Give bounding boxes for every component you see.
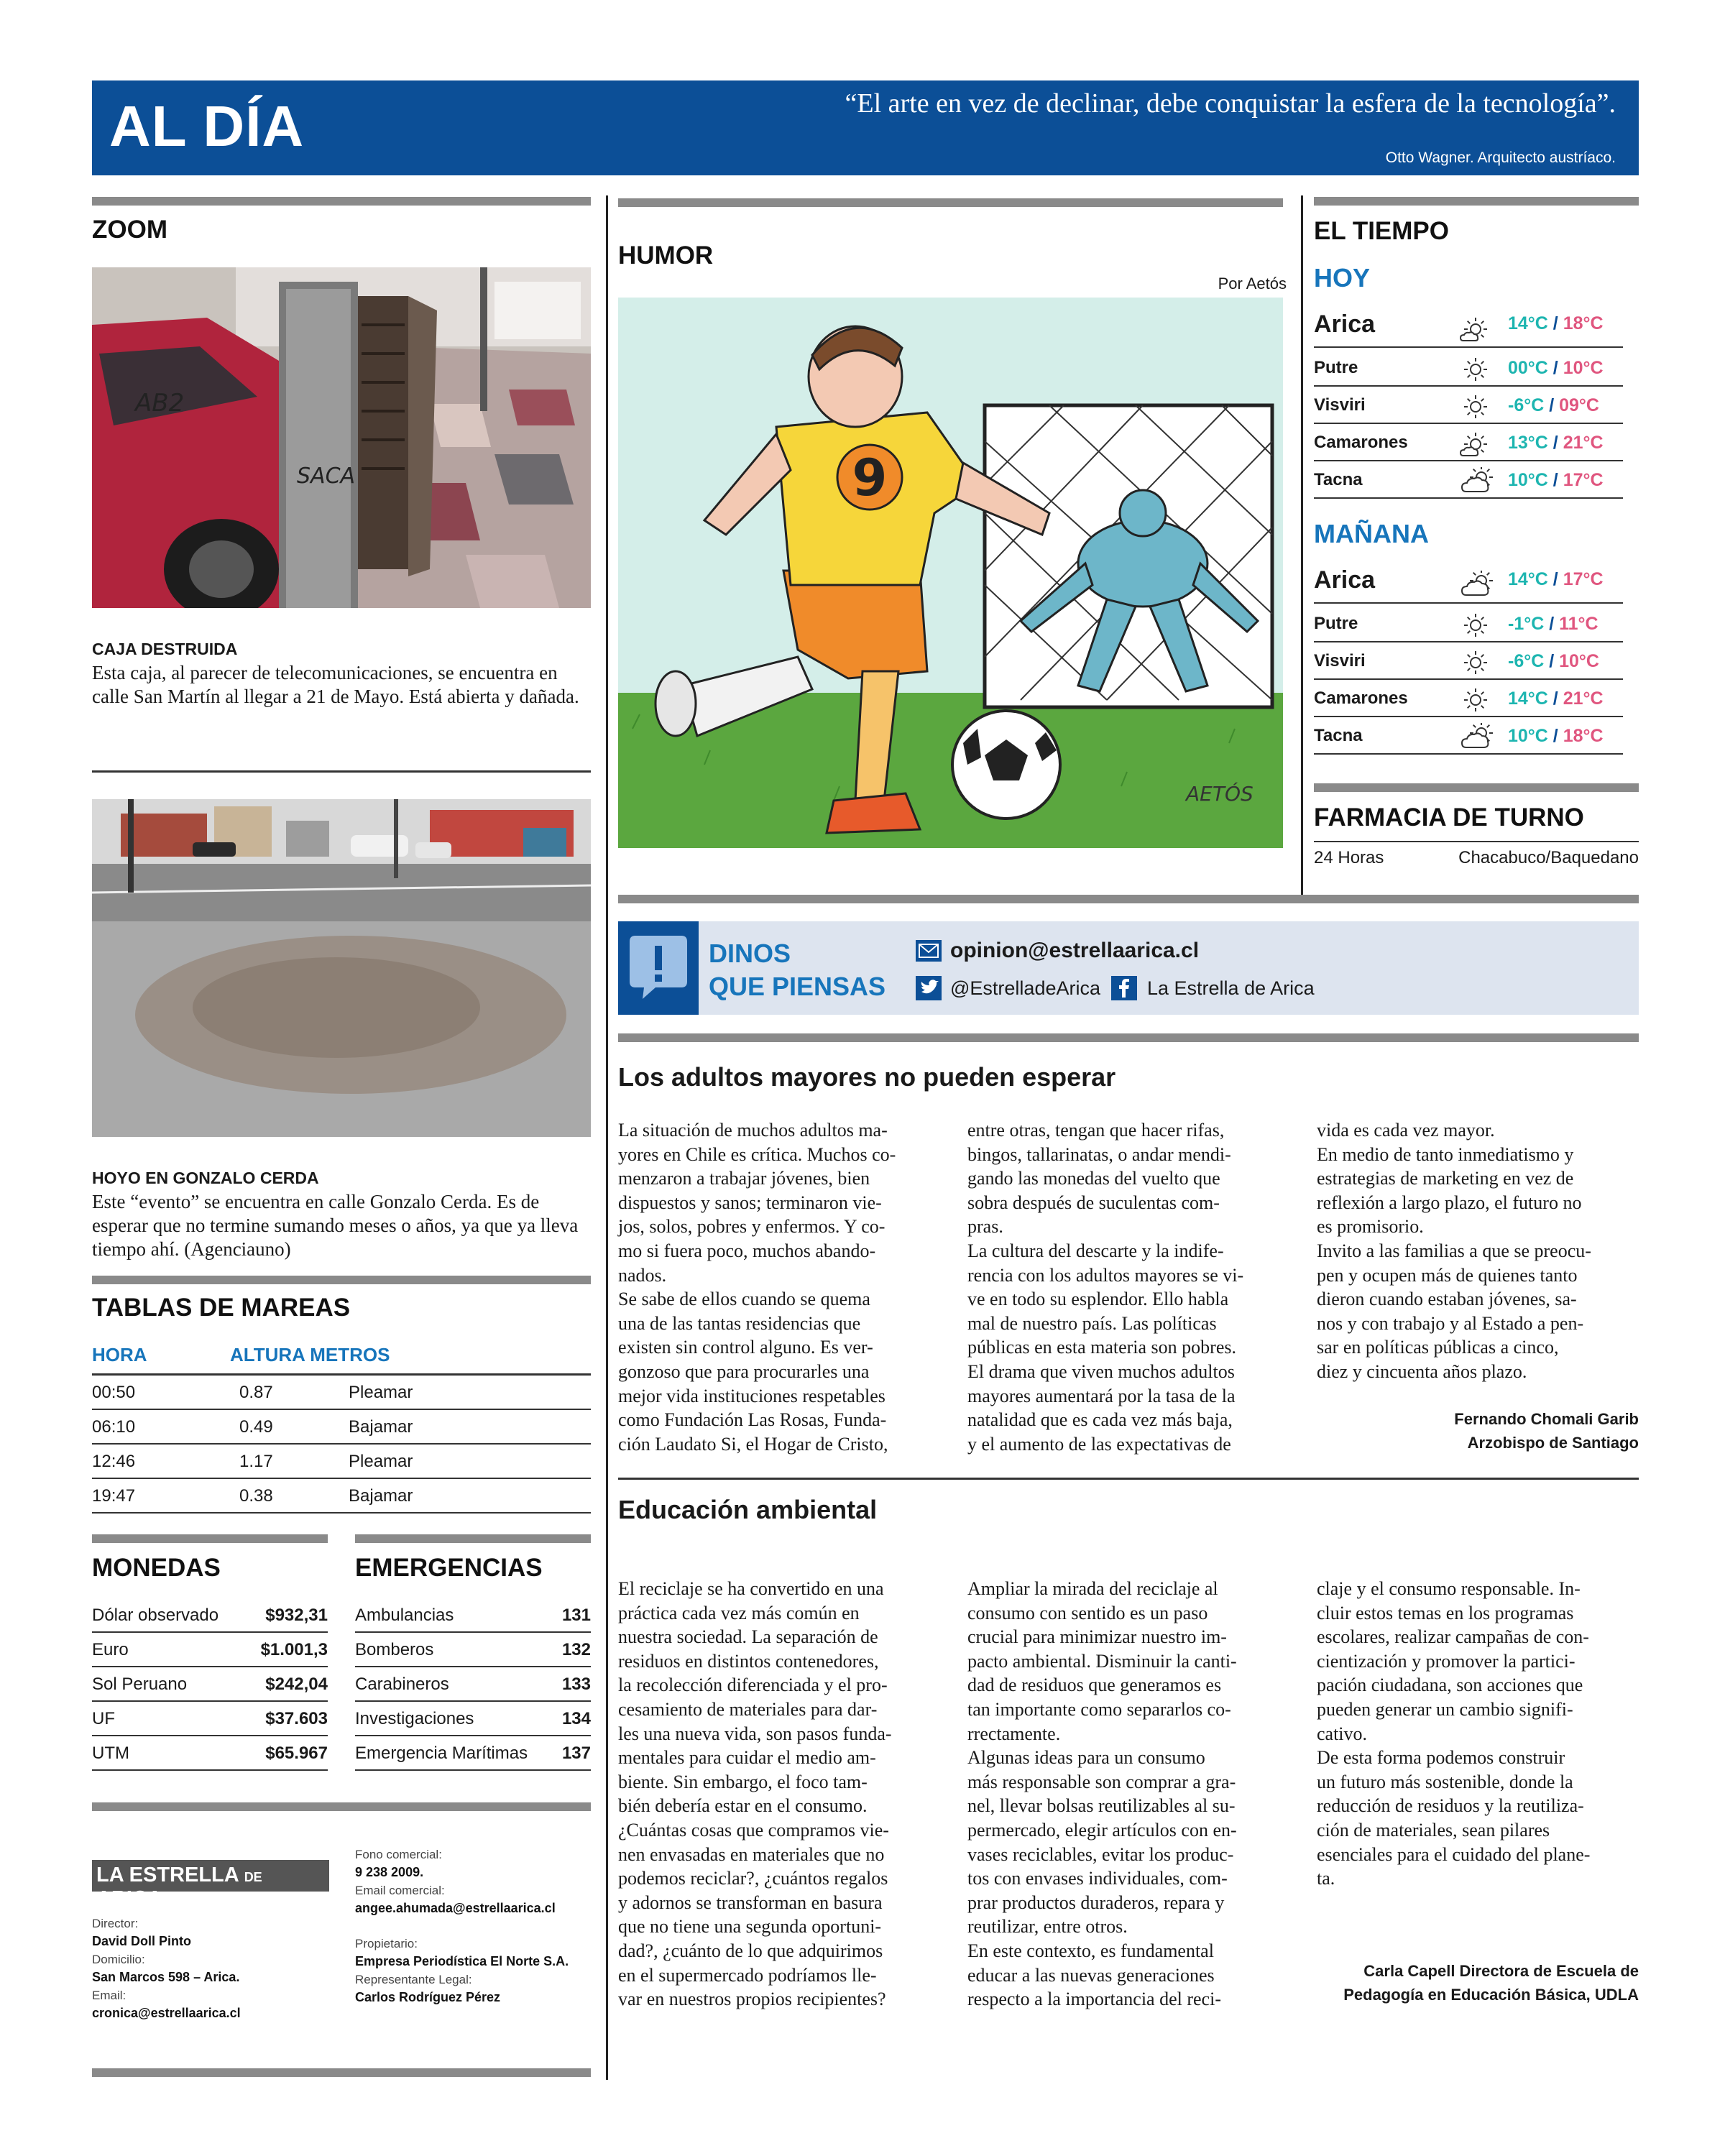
weather-today-list bbox=[1314, 305, 1623, 499]
weather-row-camarones bbox=[1314, 680, 1623, 717]
currency-title: MONEDAS bbox=[92, 1554, 221, 1582]
masthead-left-info: Director: David Doll Pinto Domicilio: San Marcos 598 – Arica. Email: cronica@estrellaarica.cl bbox=[92, 1917, 241, 2020]
article1-title: Los adultos mayores no pueden esperar bbox=[618, 1062, 1116, 1092]
caption-text-2: Este “evento” se encuentra en calle Gonzalo Cerda. Es de esperar que no termine sumando meses o años, ya que ya lleva tiempo ahí. (Agenciauno) bbox=[92, 1191, 579, 1260]
email-icon bbox=[916, 940, 942, 962]
article2-title: Educación ambiental bbox=[618, 1495, 878, 1524]
cloudy-sun-icon bbox=[1458, 467, 1494, 496]
article2-col3: claje y el consumo responsable. In- cluir estos temas en los programas escolares, realizar campañas de con- cientización y promover la partici- pación ciudadana, son acciones que pueden generar un cambio signifi- cativo. De esta forma podemos construir un futuro más sostenible, donde la reducción de residuos y la reutiliza- ción de materiales, sean pilares esenciales para el cuidado del plane- ta. bbox=[1317, 1578, 1591, 1889]
weather-row-putre bbox=[1314, 605, 1623, 642]
currency-table bbox=[92, 1598, 328, 1778]
tides-top-rule bbox=[92, 1276, 591, 1284]
tides-header-row bbox=[92, 1341, 591, 1376]
weather-row-arica bbox=[1314, 305, 1623, 348]
pharmacy-row: 24 Horas Chacabuco/Baquedano bbox=[1314, 841, 1639, 874]
caption-text-1: Esta caja, al parecer de telecomunicaciones, se encuentra en calle San Martín al llegar a 21 de Mayo. Está abierta y dañada. bbox=[92, 662, 579, 707]
tides-col-hour: HORA bbox=[92, 1344, 147, 1365]
header-quote: “El arte en vez de declinar, debe conquistar la esfera de la tecnología”. bbox=[845, 88, 1616, 119]
cartoon-signature: AETÓS bbox=[1186, 782, 1254, 806]
weather-city: Putre bbox=[1314, 614, 1358, 633]
pharmacy-title: FARMACIA DE TURNO bbox=[1314, 803, 1584, 831]
weather-top-rule bbox=[1314, 197, 1639, 206]
weather-tomorrow-list bbox=[1314, 561, 1623, 755]
emergencies-table bbox=[355, 1598, 591, 1778]
weather-temps: 14°C / 17°C bbox=[1508, 569, 1604, 589]
section-title: AL DÍA bbox=[109, 94, 305, 158]
contact-twitter-link[interactable]: @EstrelladeArica bbox=[950, 977, 1100, 999]
weather-city: Camarones bbox=[1314, 688, 1408, 708]
weather-row-visviri bbox=[1314, 387, 1623, 424]
emergencies-top-rule bbox=[355, 1534, 591, 1543]
currency-top-rule bbox=[92, 1534, 328, 1543]
weather-city: Tacna bbox=[1314, 470, 1363, 489]
partly-sunny-icon bbox=[1458, 315, 1494, 344]
twitter-icon bbox=[916, 976, 942, 1000]
photo-pothole bbox=[92, 799, 591, 1137]
weather-temps: -6°C / 10°C bbox=[1508, 651, 1599, 671]
weather-today-label: HOY bbox=[1314, 263, 1371, 292]
weather-city: Arica bbox=[1314, 310, 1376, 338]
weather-row-arica bbox=[1314, 561, 1623, 604]
zoom-divider bbox=[92, 770, 591, 773]
column-divider-right bbox=[1301, 195, 1303, 896]
weather-city: Camarones bbox=[1314, 433, 1408, 452]
section-header bbox=[92, 80, 1639, 175]
weather-row-visviri bbox=[1314, 642, 1623, 680]
article2-col1: El reciclaje se ha convertido en una práctica cada vez más común en nuestra sociedad. La separación de residuos en distintos contenedores, la recolección diferenciada y el pro- cesamiento de materiales para dar- les una nueva vida, son pasos funda- mentales para cuidar el medio am- biente. Sin embargo, el foco tam- bién debería estar en el consumo. ¿Cuántas cosas que compramos vie- nen envasadas en materiales que no podemos reciclar?, ¿cuántos regalos y adornos se transforman en basura que no tiene una segunda oportuni- dad?, ¿cuánto de lo que adquirimos en el supermercado podríamos lle- var en nuestros propios recipientes? bbox=[618, 1578, 892, 2010]
tides-col-height: ALTURA METROS bbox=[230, 1344, 390, 1365]
weather-city: Tacna bbox=[1314, 726, 1363, 745]
table-row: Dólar observado $932,31 bbox=[92, 1598, 328, 1633]
weather-city: Visviri bbox=[1314, 395, 1366, 415]
contact-badge bbox=[618, 921, 699, 1015]
caption-title-1: CAJA DESTRUIDA bbox=[92, 640, 238, 658]
zoom-top-rule bbox=[92, 197, 591, 206]
weather-temps: 10°C / 17°C bbox=[1508, 470, 1604, 490]
newspaper-logo: LA ESTRELLA DE ARICA bbox=[92, 1860, 329, 1892]
table-row: Carabineros 133 bbox=[355, 1667, 591, 1702]
cabinet-graffiti-text: SACA bbox=[297, 464, 356, 489]
table-row: 06:10 0.49 Bajamar bbox=[92, 1410, 591, 1445]
weather-city: Visviri bbox=[1314, 651, 1366, 671]
article1-signature: Fernando Chomali Garib Arzobispo de Santiago bbox=[1454, 1410, 1639, 1452]
table-row: Ambulancias 131 bbox=[355, 1598, 591, 1633]
weather-title: EL TIEMPO bbox=[1314, 217, 1449, 245]
tides-table bbox=[92, 1376, 591, 1519]
weather-row-tacna bbox=[1314, 717, 1623, 755]
humor-cartoon bbox=[618, 298, 1283, 848]
table-row: Euro $1.001,3 bbox=[92, 1633, 328, 1667]
humor-top-rule bbox=[618, 198, 1283, 207]
article-divider bbox=[618, 1478, 1639, 1480]
weather-row-camarones bbox=[1314, 424, 1623, 461]
contact-banner bbox=[618, 921, 1639, 1015]
weather-row-putre bbox=[1314, 349, 1623, 387]
contact-heading: DINOS QUE PIENSAS bbox=[709, 939, 886, 1001]
tides-title: TABLAS DE MAREAS bbox=[92, 1294, 351, 1322]
weather-row-tacna bbox=[1314, 461, 1623, 499]
contact-email-link[interactable]: opinion@estrellaarica.cl bbox=[950, 939, 1200, 962]
article2-col2: Ampliar la mirada del reciclaje al consumo con sentido es un paso crucial para minimizar nuestro im- pacto ambiental. Disminuir la canti- dad de residuos que generamos es tan importante como separarlos co- rrectamente. Algunas ideas para un consumo más responsable son comprar a gra- nel, llevar bolsas reutilizables al su- permercado, elegir artículos con en- vases reciclables, evitar los produc- tos con envases individuales, com- prar productos duraderos, repara y reutilizar, entre otros. En este contexto, es fundamental educar a las nuevas generaciones respecto a la importancia del reci- bbox=[967, 1578, 1237, 2010]
facebook-icon bbox=[1111, 976, 1137, 1000]
pharmacy-top-rule bbox=[1314, 783, 1639, 792]
table-row: Emergencia Marítimas 137 bbox=[355, 1736, 591, 1771]
table-row: Bomberos 132 bbox=[355, 1633, 591, 1667]
car-graffiti-text: AB2 bbox=[135, 389, 185, 418]
table-row: Investigaciones 134 bbox=[355, 1702, 591, 1736]
table-row: UF $37.603 bbox=[92, 1702, 328, 1736]
weather-temps: 14°C / 21°C bbox=[1508, 688, 1604, 709]
masthead-top-rule bbox=[92, 1802, 591, 1811]
sun-icon bbox=[1458, 648, 1494, 677]
caption-title-2: HOYO EN GONZALO CERDA bbox=[92, 1169, 319, 1187]
weather-city: Putre bbox=[1314, 358, 1358, 377]
article1-col3: vida es cada vez mayor. En medio de tanto inmediatismo y estrategias de marketing en vez de reflexión a largo plazo, el futuro no es promisorio. Invito a las familias a que se preocu- pen y ocupen más de quienes tanto dieron cuando estaban jóvenes, sa- nos y con trabajo y al Estado a pen- sar en políticas públicas a cinco, diez y cincuenta años plazo. bbox=[1317, 1120, 1591, 1382]
weather-temps: 14°C / 18°C bbox=[1508, 313, 1604, 333]
weather-temps: 00°C / 10°C bbox=[1508, 358, 1604, 378]
sun-icon bbox=[1458, 355, 1494, 384]
contact-top-rule bbox=[618, 895, 1639, 903]
contact-facebook-link[interactable]: La Estrella de Arica bbox=[1147, 977, 1315, 999]
weather-temps: 13°C / 21°C bbox=[1508, 433, 1604, 453]
weather-city: Arica bbox=[1314, 566, 1376, 594]
weather-tomorrow-label: MAÑANA bbox=[1314, 519, 1429, 548]
weather-temps: -6°C / 09°C bbox=[1508, 395, 1599, 415]
masthead-bottom-rule bbox=[92, 2068, 591, 2077]
zoom-title: ZOOM bbox=[92, 216, 167, 244]
photo-destroyed-box bbox=[92, 267, 591, 608]
partly-sunny-icon bbox=[1458, 430, 1494, 459]
article1-col2: entre otras, tengan que hacer rifas, bingos, tallarinatas, o andar mendi- gando las monedas del vuelto que sobra después de suculentas com- pras. La cultura del descarte y la indife- rencia con los adultos mayores se vi- ve en todo su esplendor. Ello habla mal de nuestro país. Las políticas públicas en esta materia son pobres. El drama que viven muchos adultos mayores aumentará por la tasa de la natalidad que es cada vez más baja, y el aumento de las expectativas de bbox=[967, 1120, 1244, 1455]
weather-temps: 10°C / 18°C bbox=[1508, 726, 1604, 746]
sun-icon bbox=[1458, 392, 1494, 421]
cloudy-sun-icon bbox=[1458, 571, 1494, 599]
table-row: UTM $65.967 bbox=[92, 1736, 328, 1771]
humor-title: HUMOR bbox=[618, 241, 714, 270]
weather-temps: -1°C / 11°C bbox=[1508, 614, 1598, 634]
column-divider-left bbox=[606, 195, 608, 2080]
emergencies-title: EMERGENCIAS bbox=[355, 1554, 543, 1582]
cloudy-sun-icon bbox=[1458, 723, 1494, 752]
sun-icon bbox=[1458, 686, 1494, 714]
article1-top-rule bbox=[618, 1033, 1639, 1042]
table-row: 00:50 0.87 Pleamar bbox=[92, 1376, 591, 1410]
humor-credit: Por Aetós bbox=[1218, 275, 1287, 292]
masthead-right-info: Fono comercial: 9 238 2009. Email comercial: angee.ahumada@estrellaarica.cl Propietario: Empresa Periodística El Norte S.A. Representante Legal: Carlos Rodríguez Pérez bbox=[355, 1848, 569, 2004]
table-row: Sol Peruano $242,04 bbox=[92, 1667, 328, 1702]
article1-col1: La situación de muchos adultos ma- yores en Chile es crítica. Muchos co- menzaron a trabajar jóvenes, bien dispuestos y sanos; terminaron vie- jos, solos, pobres y enfermos. Y co- mo si fuera poco, muchos abando- nados. Se sabe de ellos cuando se quema una de las tantas residencias que existen sin control alguno. Es ver- gonzoso que para procurarles una mejor vida instituciones respetables como Fundación Las Rosas, Funda- ción Laudato Si, el Hogar de Cristo, bbox=[618, 1120, 896, 1455]
header-quote-author: Otto Wagner. Arquitecto austríaco. bbox=[1385, 149, 1616, 166]
jersey-number-text: 9 bbox=[852, 448, 888, 507]
article2-signature: Carla Capell Directora de Escuela de Pedagogía en Educación Básica, UDLA bbox=[1343, 1962, 1639, 2004]
table-row: 19:47 0.38 Bajamar bbox=[92, 1479, 591, 1514]
table-row: 12:46 1.17 Pleamar bbox=[92, 1445, 591, 1479]
sun-icon bbox=[1458, 611, 1494, 640]
